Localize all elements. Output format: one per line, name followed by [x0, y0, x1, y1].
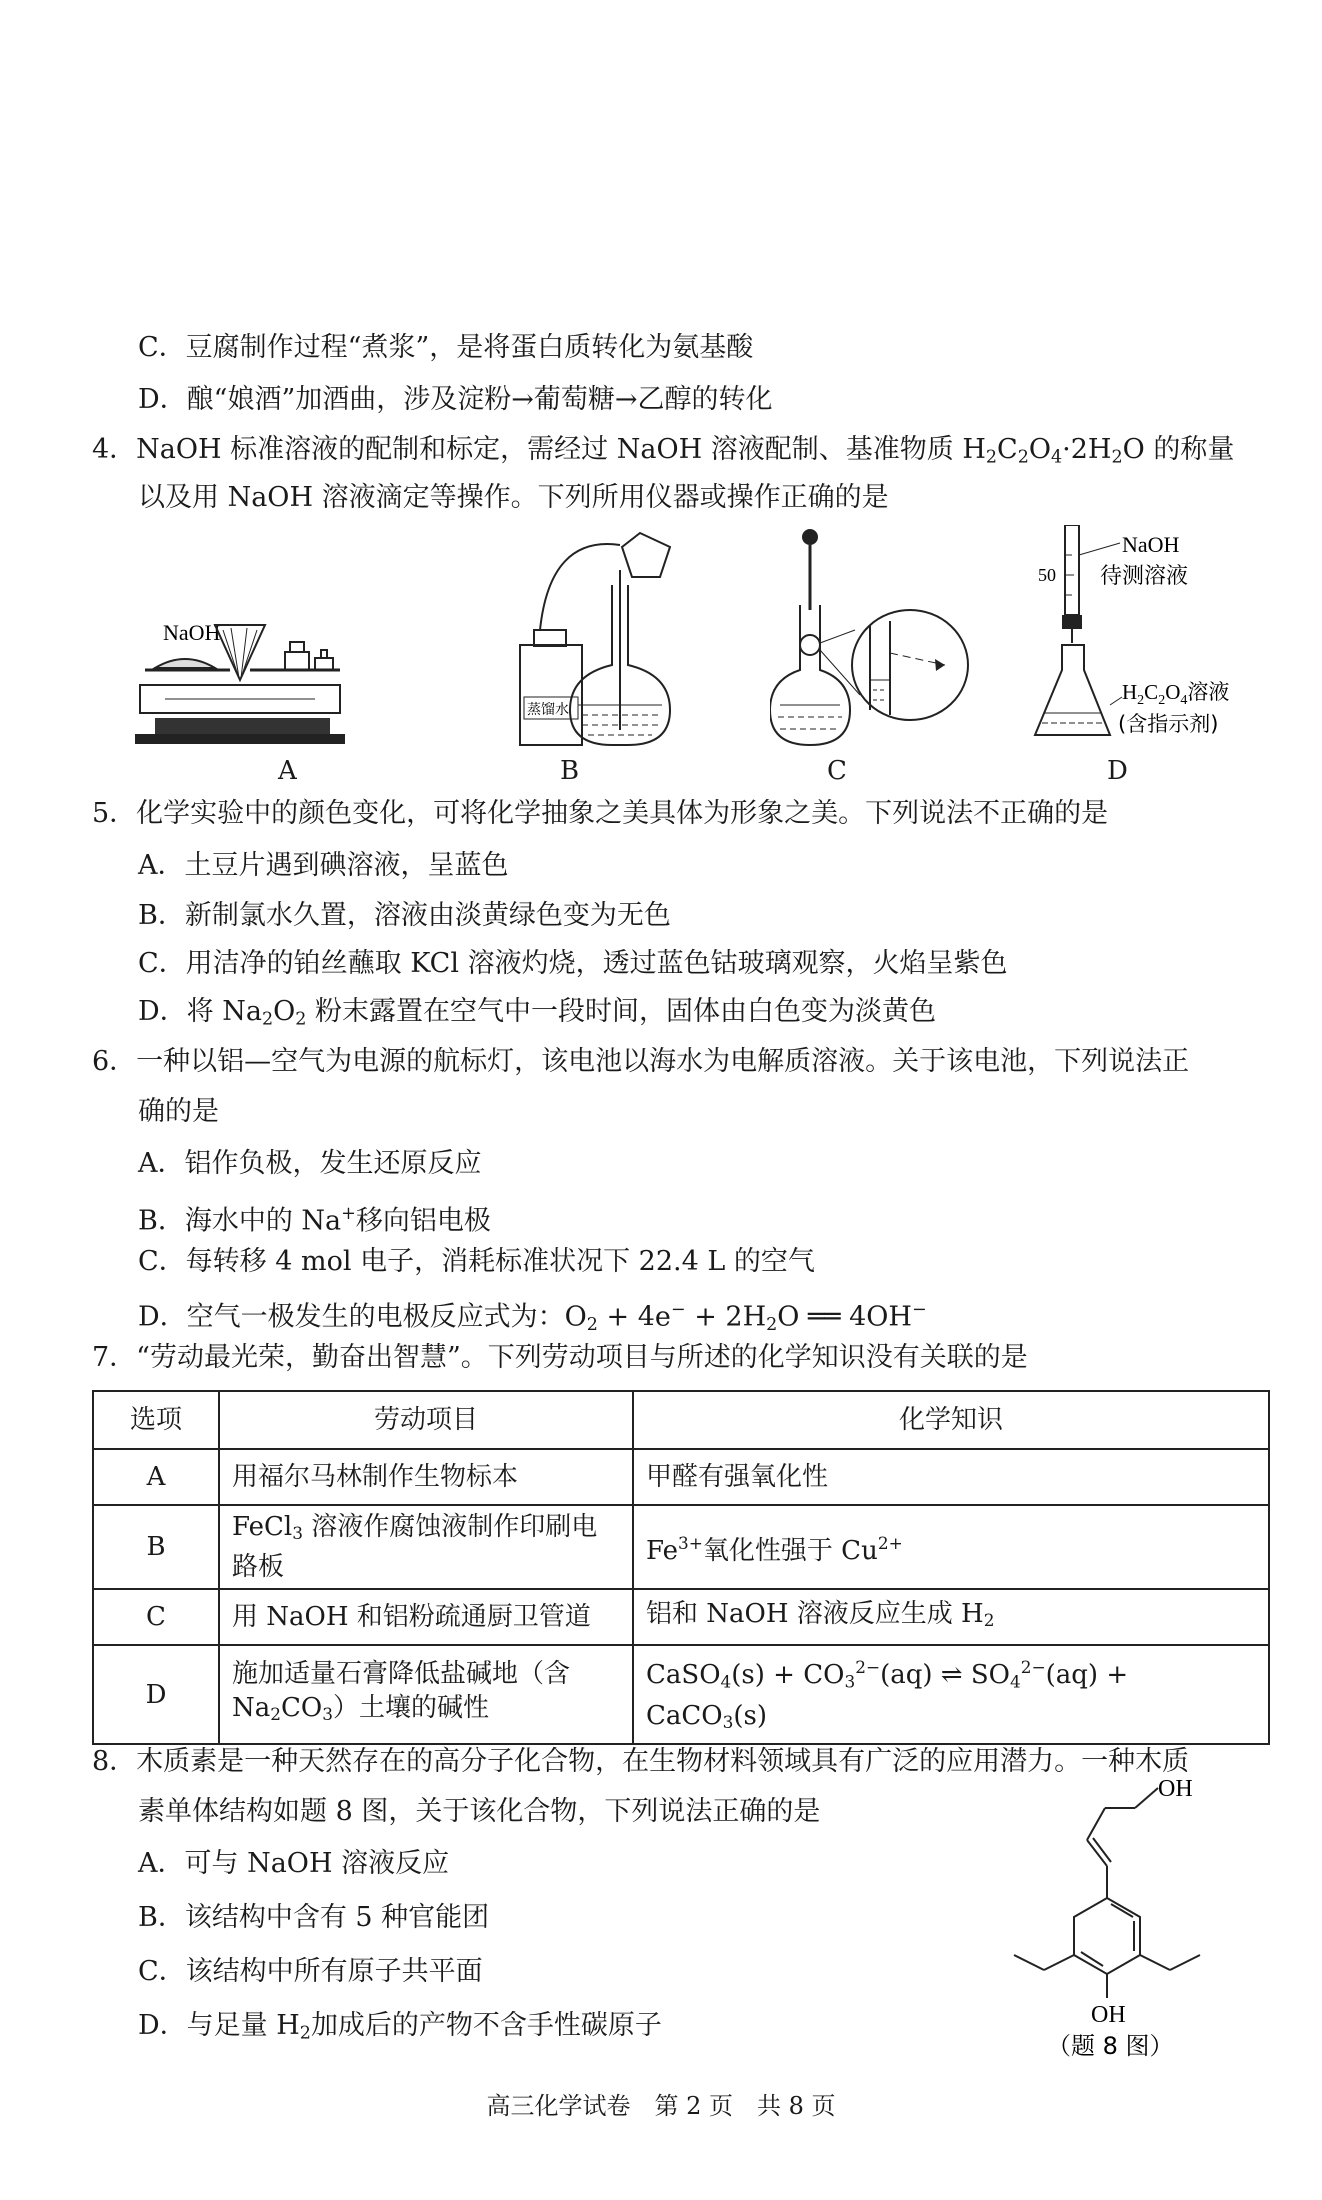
oh-bottom-label: OH	[1091, 2002, 1126, 2028]
row-b-labor: FeCl$_3$ 溶液作腐蚀液制作印刷电路板	[219, 1505, 633, 1589]
row-a-knowledge: 甲醛有强氧化性	[633, 1449, 1269, 1505]
q5-option-c: C．用洁净的铂丝蘸取 KCl 溶液灼烧，透过蓝色钴玻璃观察，火焰呈紫色	[138, 948, 1008, 979]
header-option: 选项	[93, 1391, 219, 1449]
q3-option-d: D．酿“娘酒”加酒曲，涉及淀粉→葡萄糖→乙醇的转化	[138, 384, 773, 415]
q4-figure-a-balance	[135, 540, 345, 760]
q4-label-c: C	[827, 756, 847, 786]
q8-stem-line-1: 8．木质素是一种天然存在的高分子化合物，在生物材料领域具有广泛的应用潜力。一种木质	[92, 1746, 1190, 1777]
q4-figure-b-flask	[500, 525, 680, 750]
q4-label-d: D	[1107, 756, 1128, 786]
row-a-labor: 用福尔马林制作生物标本	[219, 1449, 633, 1505]
row-d-option: D	[93, 1645, 219, 1744]
q6-stem-line-1: 6．一种以铝—空气为电源的航标灯，该电池以海水为电解质溶液。关于该电池，下列说法正	[92, 1046, 1190, 1077]
table-row	[93, 1449, 1269, 1505]
row-d-labor: 施加适量石膏降低盐碱地（含 $Na_2CO_3$）土壤的碱性	[219, 1645, 633, 1744]
row-c-knowledge: 铝和 NaOH 溶液反应生成 $H_2$	[633, 1589, 1269, 1645]
q4-stem-line-2: 以及用 NaOH 溶液滴定等操作。下列所用仪器或操作正确的是	[138, 482, 889, 513]
q6-option-b: B．海水中的 Na+移向铝电极	[138, 1204, 491, 1237]
q6-stem-line-2: 确的是	[138, 1096, 219, 1127]
q8-option-b: B．该结构中含有 5 种官能团	[138, 1902, 490, 1933]
burette-scale: 50	[1038, 565, 1056, 585]
q8-option-d: D．与足量 $H_2$加成后的产物不含手性碳原子	[138, 2010, 662, 2044]
q4-label-b: B	[560, 756, 580, 786]
q4-stem-line-1: 4．NaOH 标准溶液的配制和标定，需经过 NaOH 溶液配制、基准物质 $H_2C_2O_4\cdot 2H_2O$ 的称量	[92, 434, 1235, 468]
table-row	[93, 1505, 1269, 1589]
row-c-labor: 用 NaOH 和铝粉疏通厨卫管道	[219, 1589, 633, 1645]
q8-option-a: A．可与 NaOH 溶液反应	[138, 1848, 450, 1879]
q5-option-d: D．将 $Na_2O_2$ 粉末露置在空气中一段时间，固体由白色变为淡黄色	[138, 996, 936, 1030]
q6-option-c: C．每转移 4 mol 电子，消耗标准状况下 22.4 L 的空气	[138, 1246, 815, 1277]
q7-table	[92, 1390, 1270, 1745]
figure-8-caption: （题 8 图）	[1047, 2032, 1174, 2060]
header-labor: 劳动项目	[219, 1391, 633, 1449]
q4-figure-d-titration	[1030, 525, 1280, 750]
q5-option-a: A．土豆片遇到碘溶液，呈蓝色	[138, 850, 509, 881]
q5-option-b: B．新制氯水久置，溶液由淡黄绿色变为无色	[138, 900, 671, 931]
row-a-option: A	[93, 1449, 219, 1505]
distilled-water-label: 蒸馏水	[527, 702, 569, 718]
q6-option-d: D．空气一极发生的电极反应式为：$O_2 + 4e^- + 2H_2O$ ══ 4OH−	[138, 1300, 927, 1335]
page-footer: 高三化学试卷 第 2 页 共 8 页	[486, 2092, 836, 2120]
tested-solution-label: 待测溶液	[1100, 564, 1189, 589]
table-header-row	[93, 1391, 1269, 1449]
q4-figure-c-flask	[770, 525, 970, 750]
table-row	[93, 1589, 1269, 1645]
q3-option-c: C．豆腐制作过程“煮浆”，是将蛋白质转化为氨基酸	[138, 332, 754, 363]
row-c-option: C	[93, 1589, 219, 1645]
oxalic-acid-label: $H_2C_2O_4$溶液	[1122, 680, 1230, 708]
row-b-option: B	[93, 1505, 219, 1589]
row-b-knowledge: $Fe^{3+}$氧化性强于 $Cu^{2+}$	[633, 1505, 1269, 1589]
q5-stem: 5．化学实验中的颜色变化，可将化学抽象之美具体为形象之美。下列说法不正确的是	[92, 798, 1109, 829]
naoh-label: NaOH	[163, 620, 221, 645]
oh-top-label: OH	[1158, 1776, 1193, 1802]
indicator-label: (含指示剂)	[1118, 712, 1219, 736]
q4-label-a: A	[278, 756, 297, 786]
q7-stem: 7．“劳动最光荣，勤奋出智慧”。下列劳动项目与所述的化学知识没有关联的是	[92, 1342, 1028, 1373]
header-knowledge: 化学知识	[633, 1391, 1269, 1449]
row-d-knowledge: CaSO$_4$(s) + $CO_3^{2-}(aq)$ ⇌ $SO_4^{2-}(aq)$ + CaCO$_3$(s)	[633, 1645, 1269, 1744]
burette-naoh-label: NaOH	[1122, 532, 1180, 557]
q8-option-c: C．该结构中所有原子共平面	[138, 1956, 483, 1987]
table-row	[93, 1645, 1269, 1744]
q8-stem-line-2: 素单体结构如题 8 图，关于该化合物，下列说法正确的是	[138, 1796, 821, 1827]
q6-option-a: A．铝作负极，发生还原反应	[138, 1148, 482, 1179]
q8-figure-molecule	[995, 1770, 1225, 2060]
